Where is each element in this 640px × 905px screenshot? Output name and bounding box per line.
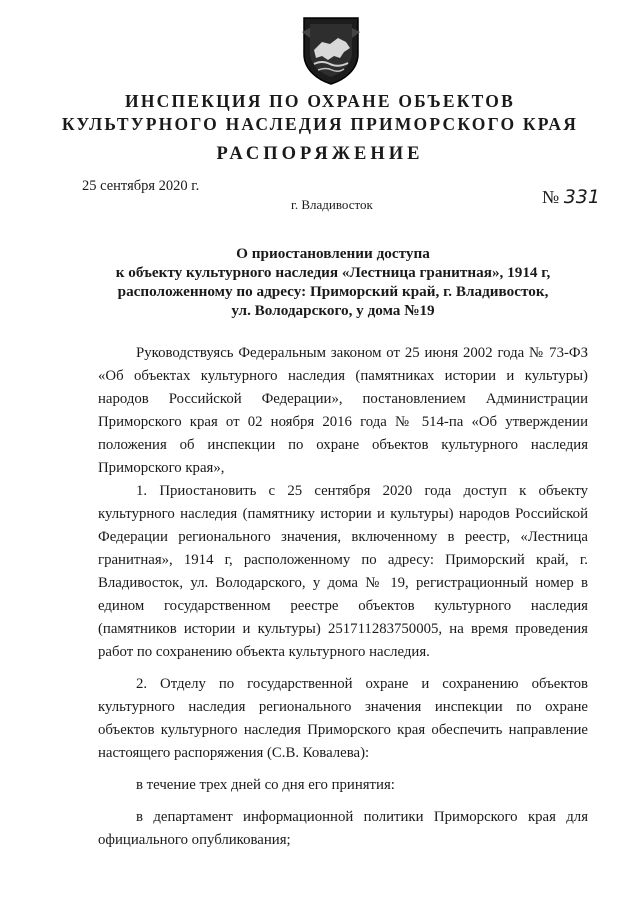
primorsky-krai-coat-of-arms-icon bbox=[300, 14, 362, 86]
document-body bbox=[98, 342, 588, 852]
organization-line-1: ИНСПЕКЦИЯ ПО ОХРАНЕ ОБЪЕКТОВ bbox=[125, 91, 515, 111]
number-value: 331 bbox=[563, 186, 600, 208]
document-subject bbox=[90, 244, 576, 320]
preamble-paragraph: Руководствуясь Федеральным законом от 25 июня 2002 года № 73-ФЗ «Об объектах культурного наследия (памятниках истории и культуры) народов Российской Федерации», постановлением Администрации Приморского края от 02 ноября 2016 года № 514-па «Об утверждении положения об инспекции по охране объектов культурного наследия Приморского края», bbox=[98, 345, 588, 476]
number-label: № bbox=[542, 187, 560, 207]
item-1-paragraph: 1. Приостановить с 25 сентября 2020 года доступ к объекту культурного наследия (памятнику истории и культуры) народов Российской Федерации регионального значения, включенному в реестр, «Лестница гранитная», 1914 г, расположенному по адресу: Приморский край, г. Владивосток, ул. Володарского, у дома № 19, регистрационный номер в едином государственном реестре объектов культурного наследия (памятников истории и культуры) 251711283750005, на время проведения работ по сохранению объекта культурного наследия. bbox=[98, 483, 588, 660]
organization-name bbox=[0, 90, 640, 136]
document-date: 25 сентября 2020 г. bbox=[82, 178, 200, 194]
item-2-paragraph: 2. Отделу по государственной охране и сохранению объектов культурного наследия регионального значения инспекции по охране объектов культурного наследия Приморского края обеспечить направление настоящего распоряжения (С.В. Ковалева): bbox=[98, 676, 588, 761]
document-type: РАСПОРЯЖЕНИЕ bbox=[216, 144, 424, 164]
document-number bbox=[542, 186, 600, 208]
item-2-sub-1: в течение трех дней со дня его принятия: bbox=[136, 777, 395, 793]
subject-line-4: ул. Володарского, у дома №19 bbox=[231, 302, 435, 319]
subject-line-1: О приостановлении доступа bbox=[236, 245, 430, 262]
document-city: г. Владивосток bbox=[291, 197, 373, 212]
organization-line-2: КУЛЬТУРНОГО НАСЛЕДИЯ ПРИМОРСКОГО КРАЯ bbox=[61, 114, 579, 134]
item-2-sub-2: в департамент информационной политики Приморского края для официального опубликования; bbox=[98, 809, 588, 848]
subject-line-3: расположенному по адресу: Приморский край, г. Владивосток, bbox=[117, 283, 549, 300]
subject-line-2: к объекту культурного наследия «Лестница гранитная», 1914 г, bbox=[115, 264, 551, 281]
